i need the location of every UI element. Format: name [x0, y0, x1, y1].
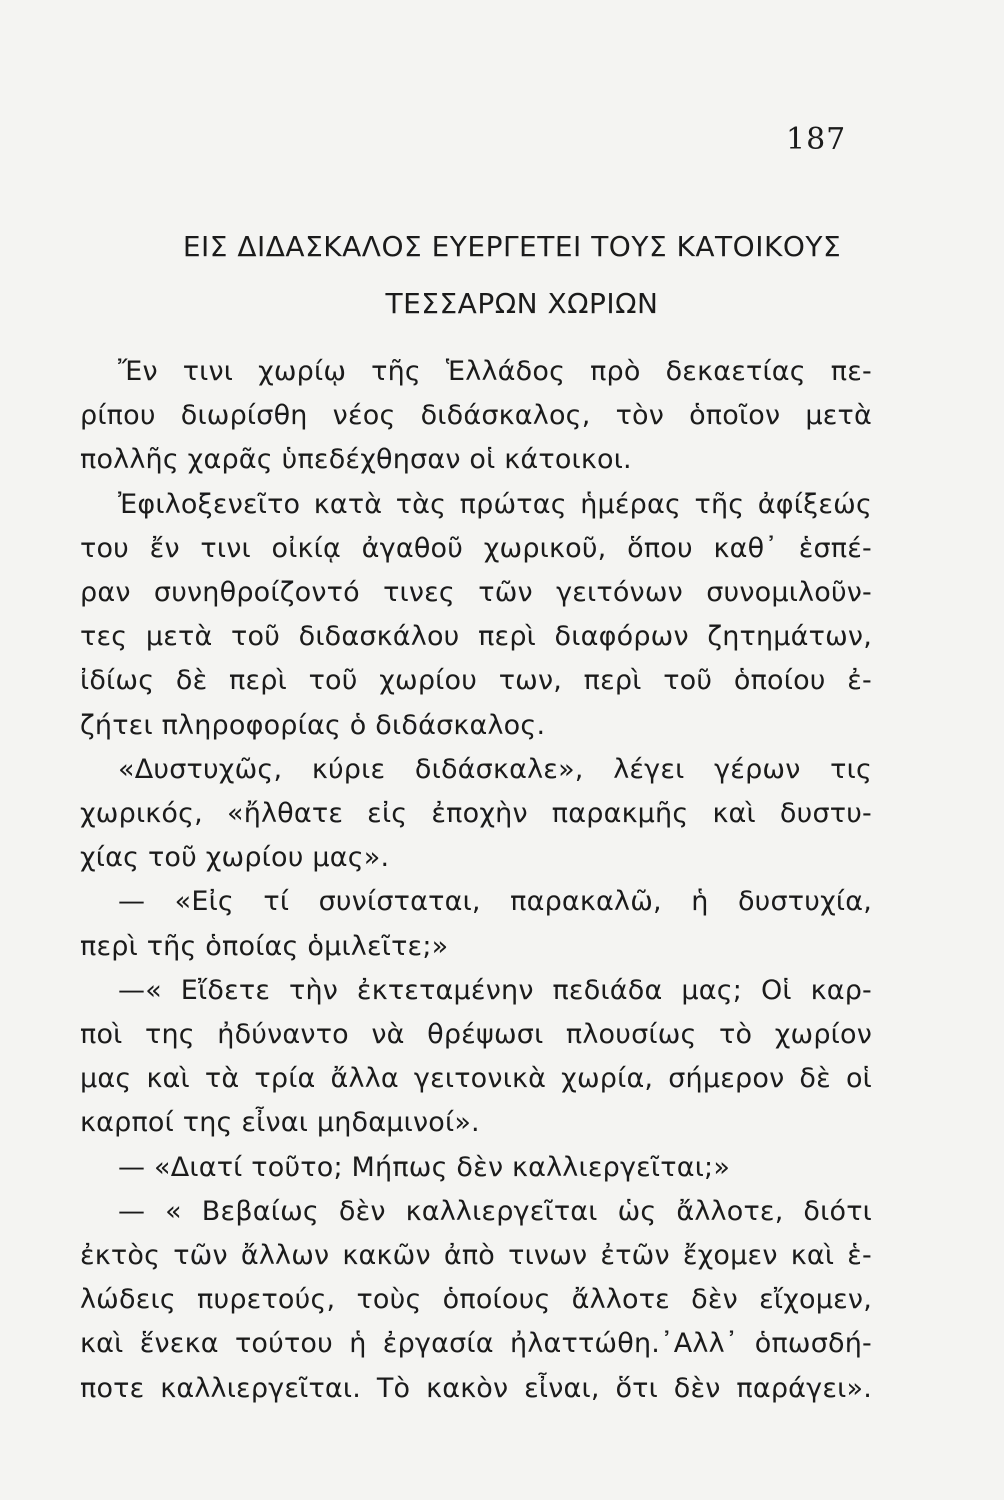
text-line: ἐκτὸς τῶν ἄλλων κακῶν ἀπὸ τινων ἐτῶν ἔχομεν καὶ ἑ-: [80, 1240, 872, 1271]
text-line: Ἔν τινι χωρίῳ τῆς Ἑλλάδος πρὸ δεκαετίας πε-: [118, 356, 872, 387]
chapter-title-line-2: ΤΕΣΣΑΡΩΝ ΧΩΡΙΩΝ: [385, 287, 659, 320]
chapter-title-line-1: ΕΙΣ ΔΙΔΑΣΚΑΛΟΣ ΕΥΕΡΓΕΤΕΙ ΤΟΥΣ ΚΑΤΟΙΚΟΥΣ: [182, 230, 842, 263]
text-line: — «Διατί τοῦτο; Μήπως δὲν καλλιεργεῖται;»: [118, 1152, 731, 1183]
page-number: 187: [786, 122, 847, 157]
text-line: — « Βεβαίως δὲν καλλιεργεῖται ὡς ἄλλοτε, διότι: [118, 1196, 872, 1227]
text-line: του ἔν τινι οἰκίᾳ ἀγαθοῦ χωρικοῦ, ὅπου καθ᾽ ἑσπέ-: [80, 533, 872, 564]
text-line: ραν συνηθροίζοντό τινες τῶν γειτόνων συνομιλοῦν-: [80, 577, 872, 608]
text-line: τες μετὰ τοῦ διδασκάλου περὶ διαφόρων ζητημάτων,: [80, 621, 872, 652]
text-line: χωρικός, «ἤλθατε εἰς ἐποχὴν παρακμῆς καὶ δυστυ-: [80, 798, 872, 829]
text-line: μας καὶ τὰ τρία ἄλλα γειτονικὰ χωρία, σήμερον δὲ οἱ: [80, 1063, 872, 1094]
text-line: Ἐφιλοξενεῖτο κατὰ τὰς πρώτας ἡμέρας τῆς ἀφίξεώς: [118, 489, 872, 520]
text-line: πολλῆς χαρᾶς ὑπεδέχθησαν οἱ κάτοικοι.: [80, 444, 632, 475]
text-line: ἰδίως δὲ περὶ τοῦ χωρίου των, περὶ τοῦ ὁποίου ἐ-: [80, 665, 872, 696]
text-line: καὶ ἕνεκα τούτου ἡ ἐργασία ἠλαττώθη.᾽Αλλ᾽ ὁπωσδή-: [80, 1328, 872, 1359]
text-line: καρποί της εἶναι μηδαμινοί».: [80, 1107, 480, 1138]
text-line: ποὶ της ἠδύναντο νὰ θρέψωσι πλουσίως τὸ χωρίον: [80, 1019, 872, 1050]
text-line: — «Εἰς τί συνίσταται, παρακαλῶ, ἡ δυστυχία,: [118, 886, 872, 917]
text-line: ποτε καλλιεργεῖται. Τὸ κακὸν εἶναι, ὅτι δὲν παράγει».: [80, 1373, 872, 1404]
text-line: —« Εἴδετε τὴν ἐκτεταμένην πεδιάδα μας; Οἱ καρ-: [118, 975, 872, 1006]
text-line: ζήτει πληροφορίας ὁ διδάσκαλος.: [80, 710, 546, 741]
text-line: περὶ τῆς ὁποίας ὁμιλεῖτε;»: [80, 931, 449, 962]
text-line: «Δυστυχῶς, κύριε διδάσκαλε», λέγει γέρων τις: [118, 754, 872, 785]
text-line: λώδεις πυρετούς, τοὺς ὁποίους ἄλλοτε δὲν εἴχομεν,: [80, 1284, 872, 1315]
text-line: ρίπου διωρίσθη νέος διδάσκαλος, τὸν ὁποῖον μετὰ: [80, 400, 872, 431]
text-line: χίας τοῦ χωρίου μας».: [80, 842, 390, 873]
